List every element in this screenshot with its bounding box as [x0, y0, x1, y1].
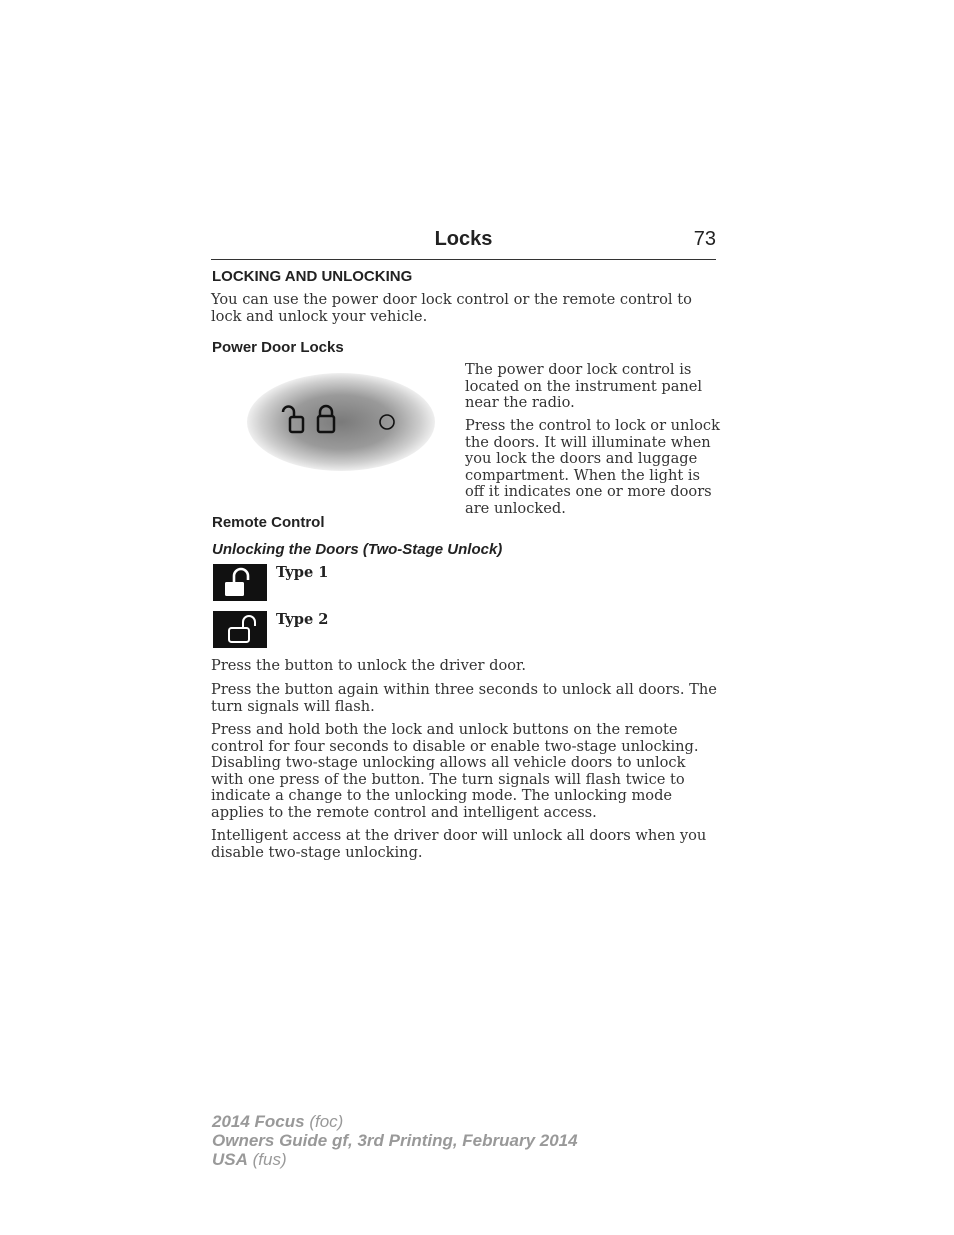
unlock-type2-icon — [213, 611, 267, 648]
power-door-locks-heading: Power Door Locks — [212, 339, 344, 356]
unlock-doors-heading: Unlocking the Doors (Two-Stage Unlock) — [212, 541, 503, 558]
type2-label: Type 2 — [276, 611, 329, 628]
page-footer — [212, 1112, 578, 1169]
footer-guide-info: Owners Guide gf, 3rd Printing, February 2014 — [212, 1131, 578, 1150]
footer-market: USA — [212, 1150, 248, 1169]
locking-intro: You can use the power door lock control or the remote control to lock and unlock your vehicle. — [211, 291, 692, 325]
footer-line-3 — [212, 1150, 578, 1169]
footer-model-code: (foc) — [309, 1112, 344, 1131]
unlock-paragraph-4: Intelligent access at the driver door will unlock all doors when you disable two-stage unlocking. — [211, 827, 707, 861]
unlock-paragraph-1: Press the button to unlock the driver door. — [211, 657, 527, 674]
footer-model: 2014 Focus — [212, 1112, 305, 1131]
type1-label: Type 1 — [276, 564, 329, 581]
section-title: Locks — [434, 228, 493, 250]
power-lock-description-1: The power door lock control is located on the instrument panel near the radio. — [465, 361, 703, 411]
footer-line-2 — [212, 1131, 578, 1150]
unlock-paragraph-3: Press and hold both the lock and unlock buttons on the remote control for four seconds to disable or enable two-stage unlocking. Disabling two-stage unlocking allows all vehicle doors to unlock with one press of the button. The turn signals will flash twice to indicate a change to the unlocking mode. The unlocking mode applies to the remote control and intelligent access. — [211, 721, 699, 821]
power-lock-description-2: Press the control to lock or unlock the doors. It will illuminate when you lock the doors and luggage compartment. When the light is off it indicates one or more doors are unlocked. — [465, 417, 720, 517]
footer-market-code: (fus) — [252, 1150, 287, 1169]
unlock-type1-icon — [213, 564, 267, 601]
power-door-lock-control-icon — [246, 372, 436, 472]
page-number: 73 — [693, 228, 716, 250]
locking-heading: LOCKING AND UNLOCKING — [212, 268, 413, 285]
page-header — [211, 228, 716, 260]
unlock-paragraph-2: Press the button again within three seconds to unlock all doors. The turn signals will flash. — [211, 681, 717, 715]
footer-line-1 — [212, 1112, 578, 1131]
remote-control-heading: Remote Control — [212, 514, 325, 531]
